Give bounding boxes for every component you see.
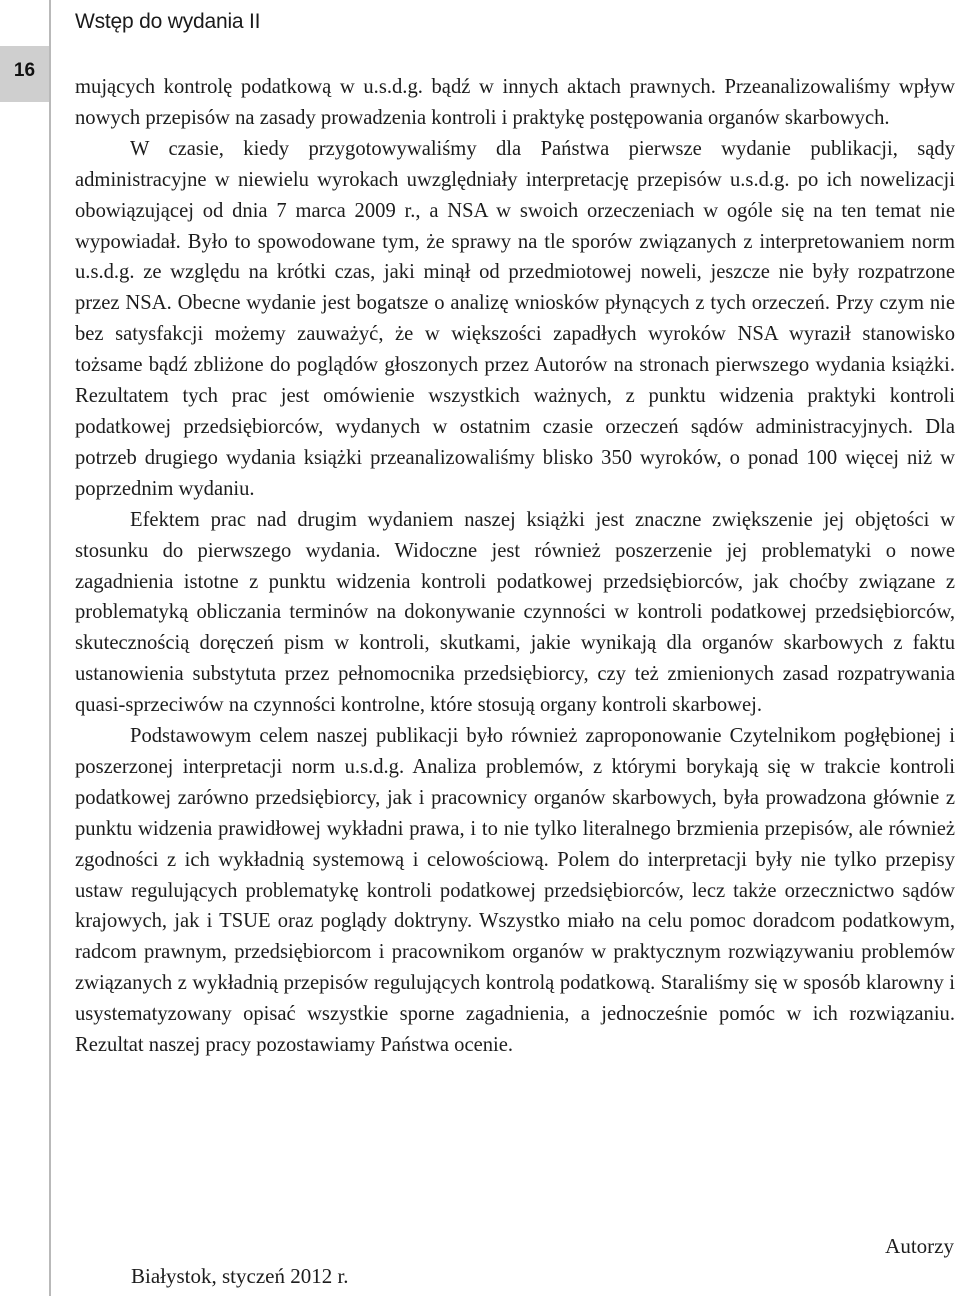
paragraph: Podstawowym celem naszej publikacji było również zaproponowanie Czytelnikom pogłębionej i poszerzonej interpretacji norm u.s.d.g. Analiza problemów, z którymi borykają się w trakcie kontroli podatkowej zarówno przedsiębiorcy, jak i pracownicy organów skarbowych, była prowadzona głównie z punktu widzenia prawidłowej wykładni prawa, i to nie tylko literalnego brzmienia przepisów, ale również zgodności z ich wykładnią systemową i celowościową. Polem do interpretacji były nie tylko przepisy ustaw regulujących problematykę kontroli podatkowej przedsiębiorców, lecz także orzecznictwo sądów krajowych, jak i TSUE oraz poglądy doktryny. Wszystko miało na celu pomoc doradcom podatkowym, radcom prawnym, przedsiębiorcom i pracownikom organów w praktycznym rozwiązywaniu problemów związanych z wykładnią przepisów regulujących kontrolą podatkową. Staraliśmy się w sposób klarowny i usystematyzowany opisać wszystkie sporne zagadnienia, a jednocześnie pomóc w ich rozwiązaniu. Rezultat naszej pracy pozostawiamy Państwa ocenie. (75, 725, 955, 1057)
place-date: Białystok, styczeń 2012 r. (131, 1264, 349, 1288)
margin-rule (49, 0, 51, 1296)
paragraph: Efektem prac nad drugim wydaniem naszej książki jest znaczne zwiększenie jej objętości w stosunku do pierwszego wydania. Widoczne jest również poszerzenie jej problematyki o nowe zagadnienia istotne z punktu widzenia kontroli podatkowej przedsiębiorców, jak choćby związane z problematyką obliczania terminów na dokonywanie czynności w kontroli podatkowej przedsiębiorców, skutecznością doręczeń pism w kontroli, skutkami, jakie wynikają dla organów skarbowych z faktu ustanowienia substytuta przez pełnomocnika przedsiębiorcy, czy też zmienionych zasad rozpatrywania quasi-sprzeciwów na czynności kontrolne, które stosują organy kontroli skarbowej. (75, 508, 955, 717)
signature: Autorzy (885, 1234, 954, 1258)
paragraph-continuation: mujących kontrolę podatkową w u.s.d.g. bądź w innych aktach prawnych. Przeanalizowaliśmy wpływ nowych przepisów na zasady prowadzenia kontroli i praktykę postępowania organów skarbowych. (75, 76, 955, 129)
body-text (75, 72, 955, 1061)
running-title: Wstęp do wydania II (75, 10, 261, 33)
paragraph: W czasie, kiedy przygotowywaliśmy dla Państwa pierwsze wydanie publikacji, sądy administracyjne w niewielu wyrokach uwzględniały interpretację przepisów u.s.d.g. po ich nowelizacji obowiązującej od dnia 7 marca 2009 r., a NSA w swoich orzeczeniach w ogóle się na ten temat nie wypowiadał. Było to spowodowane tym, że sprawy na tle sporów związanych z interpretowaniem norm u.s.d.g. ze względu na krótki czas, jaki minął od przedmiotowej noweli, jeszcze nie były rozpatrzone przez NSA. Obecne wydanie jest bogatsze o analizę wniosków płynących z tych orzeczeń. Przy czym nie bez satysfakcji możemy zauważyć, że w większości zapadłych wyroków NSA wyraził stanowisko tożsame bądź zbliżone do poglądów głoszonych przez Autorów na stronach pierwszego wydania książki. Rezultatem tych prac jest omówienie wszystkich ważnych, z punktu widzenia praktyki kontroli podatkowej przedsiębiorców, wydanych w ostatnim czasie orzeczeń sądów administracyjnych. Dla potrzeb drugiego wydania książki przeanalizowaliśmy blisko 350 wyroków, o ponad 100 więcej niż w poprzednim wydaniu. (75, 137, 955, 500)
page-number: 16 (13, 60, 36, 81)
